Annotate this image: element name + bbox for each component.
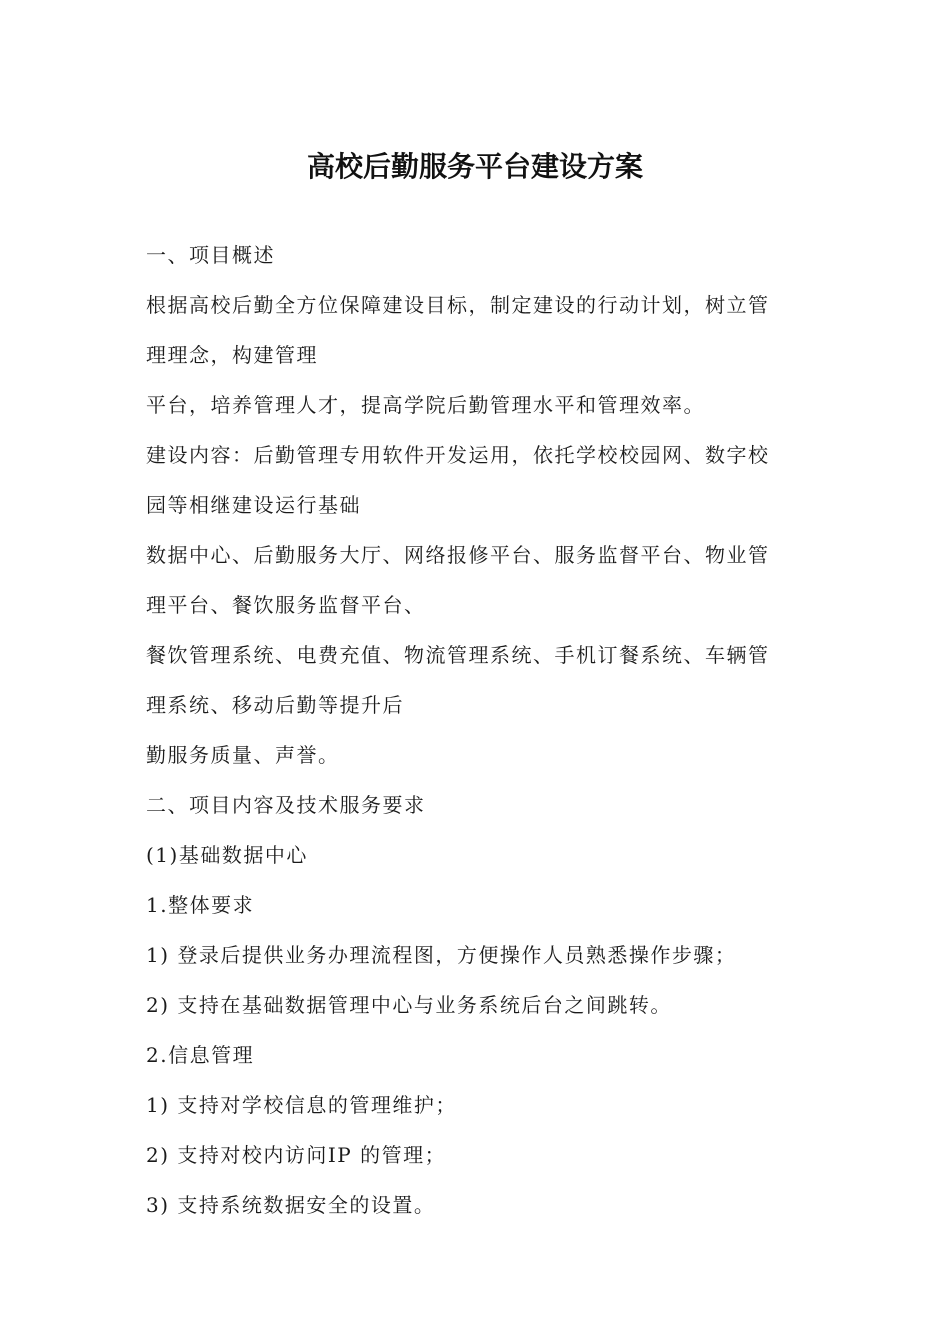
paragraph-line: 理理念，构建管理 <box>146 343 318 367</box>
paragraph-line: 理平台、餐饮服务监督平台、 <box>146 593 426 617</box>
paragraph-line: 餐饮管理系统、电费充值、物流管理系统、手机订餐系统、车辆管 <box>146 643 770 667</box>
paragraph-line: 根据高校后勤全方位保障建设目标，制定建设的行动计划，树立管 <box>146 293 770 317</box>
list-item: 1) 支持对学校信息的管理维护； <box>146 1093 457 1117</box>
list-item: 3) 支持系统数据安全的设置。 <box>146 1193 436 1217</box>
section-heading: 一、项目概述 <box>146 243 275 267</box>
paragraph-line: 数据中心、后勤服务大厅、网络报修平台、服务监督平台、物业管 <box>146 543 770 567</box>
list-item: 2) 支持在基础数据管理中心与业务系统后台之间跳转。 <box>146 993 672 1017</box>
paragraph-line: 建设内容：后勤管理专用软件开发运用，依托学校校园网、数字校 <box>146 443 770 467</box>
paragraph-line: 园等相继建设运行基础 <box>146 493 361 517</box>
paragraph-line: 勤服务质量、声誉。 <box>146 743 340 767</box>
paragraph-line: 理系统、移动后勤等提升后 <box>146 693 404 717</box>
subsection-heading: 1.整体要求 <box>146 893 255 917</box>
document-title: 高校后勤服务平台建设方案 <box>306 149 643 183</box>
list-item: 1) 登录后提供业务办理流程图，方便操作人员熟悉操作步骤； <box>146 943 737 967</box>
paragraph-line: 平台，培养管理人才，提高学院后勤管理水平和管理效率。 <box>146 393 705 417</box>
document-body <box>146 230 806 1230</box>
subsection-heading: (1)基础数据中心 <box>146 843 308 867</box>
subsection-heading: 2.信息管理 <box>146 1043 255 1067</box>
section-heading: 二、项目内容及技术服务要求 <box>146 793 426 817</box>
list-item: 2) 支持对校内访问IP 的管理； <box>146 1143 447 1167</box>
